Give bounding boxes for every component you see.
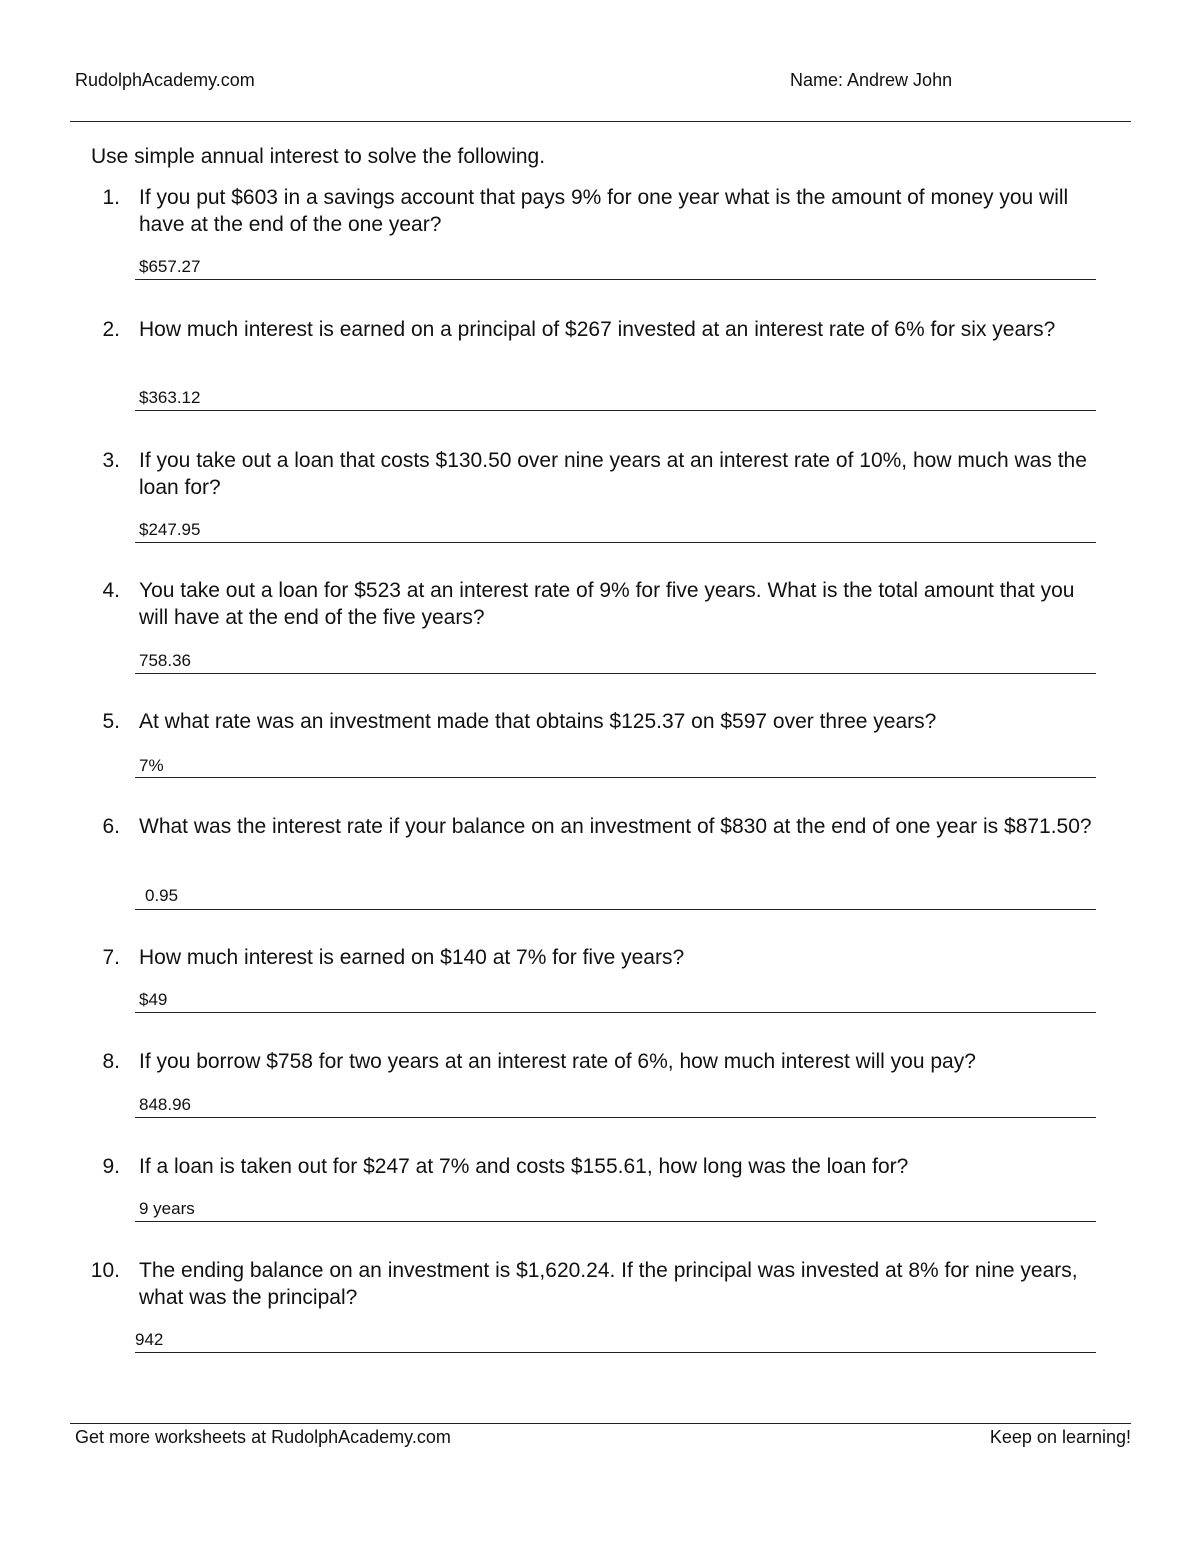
question-text: The ending balance on an investment is $1,620.24. If the principal was invested at 8% for nine years, what was the principal? xyxy=(139,1259,1078,1309)
question-number: 2. xyxy=(102,318,120,341)
question-number: 6. xyxy=(102,815,120,838)
answer-line xyxy=(135,1117,1096,1118)
question-text: What was the interest rate if your balance on an investment of $830 at the end of one year is $871.50? xyxy=(139,815,1092,838)
question-text: You take out a loan for $523 at an interest rate of 9% for five years. What is the total amount that you will have at the end of the five years? xyxy=(139,579,1075,629)
answer-text: 9 years xyxy=(139,1199,195,1218)
answer-text: $247.95 xyxy=(139,520,201,539)
answer-line xyxy=(135,542,1096,543)
footer-divider xyxy=(70,1423,1131,1424)
question-number: 3. xyxy=(102,449,120,472)
answer-text: 758.36 xyxy=(139,651,191,670)
question-number: 1. xyxy=(102,186,120,209)
question-text: If you borrow $758 for two years at an interest rate of 6%, how much interest will you pay? xyxy=(139,1050,976,1073)
answer-text: $49 xyxy=(139,990,168,1009)
answer-line xyxy=(135,1352,1096,1353)
answer-line xyxy=(135,1012,1096,1013)
question-number: 10. xyxy=(90,1259,120,1282)
question-number: 5. xyxy=(102,710,120,733)
question-text: At what rate was an investment made that obtains $125.37 on $597 over three years? xyxy=(139,710,937,733)
answer-line xyxy=(135,673,1096,674)
question-number: 7. xyxy=(102,946,120,969)
student-name: Name: Andrew John xyxy=(790,70,953,90)
question-text: If you put $603 in a savings account that pays 9% for one year what is the amount of money you will have at the end of the one year? xyxy=(139,186,1069,236)
answer-line xyxy=(135,777,1096,778)
answer-line xyxy=(135,279,1096,280)
answer-text: $657.27 xyxy=(139,257,201,276)
question-number: 8. xyxy=(102,1050,120,1073)
answer-text: $363.12 xyxy=(139,388,201,407)
footer-tagline: Keep on learning! xyxy=(989,1427,1131,1447)
answer-text: 942 xyxy=(135,1330,164,1349)
answer-line xyxy=(135,909,1096,910)
question-number: 9. xyxy=(102,1155,120,1178)
site-name: RudolphAcademy.com xyxy=(75,70,255,90)
answer-text: 7% xyxy=(139,756,164,775)
footer-link-text: Get more worksheets at RudolphAcademy.com xyxy=(75,1427,451,1447)
question-text: If a loan is taken out for $247 at 7% and costs $155.61, how long was the loan for? xyxy=(139,1155,909,1178)
question-text: How much interest is earned on a principal of $267 invested at an interest rate of 6% for six years? xyxy=(139,318,1056,341)
answer-text: 848.96 xyxy=(139,1095,191,1114)
answer-line xyxy=(135,1221,1096,1222)
header-divider xyxy=(70,121,1131,122)
question-text: If you take out a loan that costs $130.50 over nine years at an interest rate of 10%, how much was the loan for? xyxy=(139,449,1087,499)
answer-line xyxy=(135,410,1096,411)
instructions: Use simple annual interest to solve the following. xyxy=(91,145,546,168)
answer-text: 0.95 xyxy=(145,886,179,905)
question-number: 4. xyxy=(102,579,120,602)
question-text: How much interest is earned on $140 at 7% for five years? xyxy=(139,946,685,969)
